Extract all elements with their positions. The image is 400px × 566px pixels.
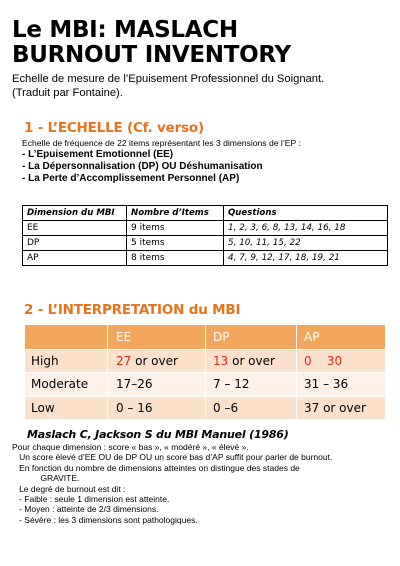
note-line: Un score élevé d’EE OU de DP OU un score bas d’AP suffit pour parler de burnout. — [12, 452, 333, 463]
scale-intro: Echelle de fréquence de 22 items représentant les 3 dimensions de l’EP : — [22, 138, 301, 148]
note-line: - Faible : seule 1 dimension est atteinte. — [12, 494, 170, 505]
table-row — [25, 396, 385, 420]
table-cell: DP — [23, 236, 127, 251]
table-cell — [107, 350, 205, 373]
table-cell: 0 – 16 — [107, 397, 205, 420]
column-header: Questions — [224, 206, 388, 221]
threshold-value: 27 — [116, 353, 132, 368]
dimension-item: - L’Epuisement Emotionnel (EE) — [22, 149, 174, 160]
table-cell: 0 30 — [296, 350, 385, 373]
column-header — [25, 325, 107, 349]
column-header: DP — [205, 325, 296, 349]
table-cell: 17–26 — [107, 373, 205, 396]
note-line: GRAVITE. — [12, 473, 80, 484]
column-header: EE — [107, 325, 205, 349]
table-row — [25, 372, 385, 396]
section-1-heading: 1 - L’ECHELLE (Cf. verso) — [24, 120, 204, 136]
note-line: Pour chaque dimension : score « bas », « modéré », « élevé ». — [12, 442, 249, 452]
row-label: High — [25, 350, 107, 373]
row-label: Low — [25, 397, 107, 420]
dimension-item: - La Perte d’Accomplissement Personnel (AP) — [22, 173, 240, 185]
table-cell: 0 –6 — [205, 397, 296, 420]
table-cell: AP — [23, 251, 127, 266]
page-subtitle — [12, 73, 392, 100]
table-cell: 7 – 12 — [205, 373, 296, 396]
threshold-suffix: or over — [131, 353, 178, 368]
table-cell: 31 – 36 — [296, 373, 385, 396]
table-cell: EE — [23, 221, 127, 236]
subtitle-line-2: (Traduit par Fontaine). — [12, 86, 123, 99]
column-header: Nombre d’Items — [127, 206, 224, 221]
column-header: AP — [296, 325, 385, 349]
reference-citation: Maslach C, Jackson S du MBI Manuel (1986) — [27, 428, 289, 441]
dimension-item: - La Dépersonnalisation (DP) OU Déshumanisation — [22, 161, 263, 173]
table-row — [25, 349, 385, 373]
title-line-2: BURNOUT INVENTORY — [12, 42, 291, 68]
note-line: - Sévère : les 3 dimensions sont pathologiques. — [12, 514, 198, 525]
page-title — [12, 18, 392, 68]
note-line: - Moyen : atteinte de 2/3 dimensions. — [12, 504, 159, 515]
section-2-heading: 2 - L’INTERPRETATION du MBI — [24, 302, 241, 318]
threshold-value: 13 — [213, 353, 229, 368]
note-line: Le degré de burnout est dit : — [12, 483, 126, 494]
table-cell: 5 items — [127, 236, 224, 251]
table-row — [23, 221, 388, 236]
title-line-1: Le MBI: MASLACH — [12, 17, 238, 43]
table-cell: 8 items — [127, 251, 224, 266]
table-cell: 1, 2, 3, 6, 8, 13, 14, 16, 18 — [224, 221, 388, 236]
table-row — [23, 251, 388, 266]
table-header-row — [23, 206, 388, 221]
interpretation-notes — [12, 442, 397, 525]
table-header-row — [25, 325, 385, 349]
table-row — [23, 236, 388, 251]
items-table — [22, 205, 388, 266]
table-cell: 9 items — [127, 221, 224, 236]
table-cell: 4, 7, 9, 12, 17, 18, 19, 21 — [224, 251, 388, 266]
table-cell — [205, 350, 296, 373]
dimension-list — [22, 149, 392, 186]
table-cell: 5, 10, 11, 15, 22 — [224, 236, 388, 251]
table-cell: 37 or over — [296, 397, 385, 420]
row-label: Moderate — [25, 373, 107, 396]
threshold-suffix: or over — [228, 353, 275, 368]
interpretation-table — [25, 325, 385, 419]
subtitle-line-1: Echelle de mesure de l’Epuisement Professionnel du Soignant. — [12, 73, 325, 85]
column-header: Dimension du MBI — [23, 206, 127, 221]
note-line: En fonction du nombre de dimensions atteintes on distingue des stades de — [12, 462, 300, 473]
